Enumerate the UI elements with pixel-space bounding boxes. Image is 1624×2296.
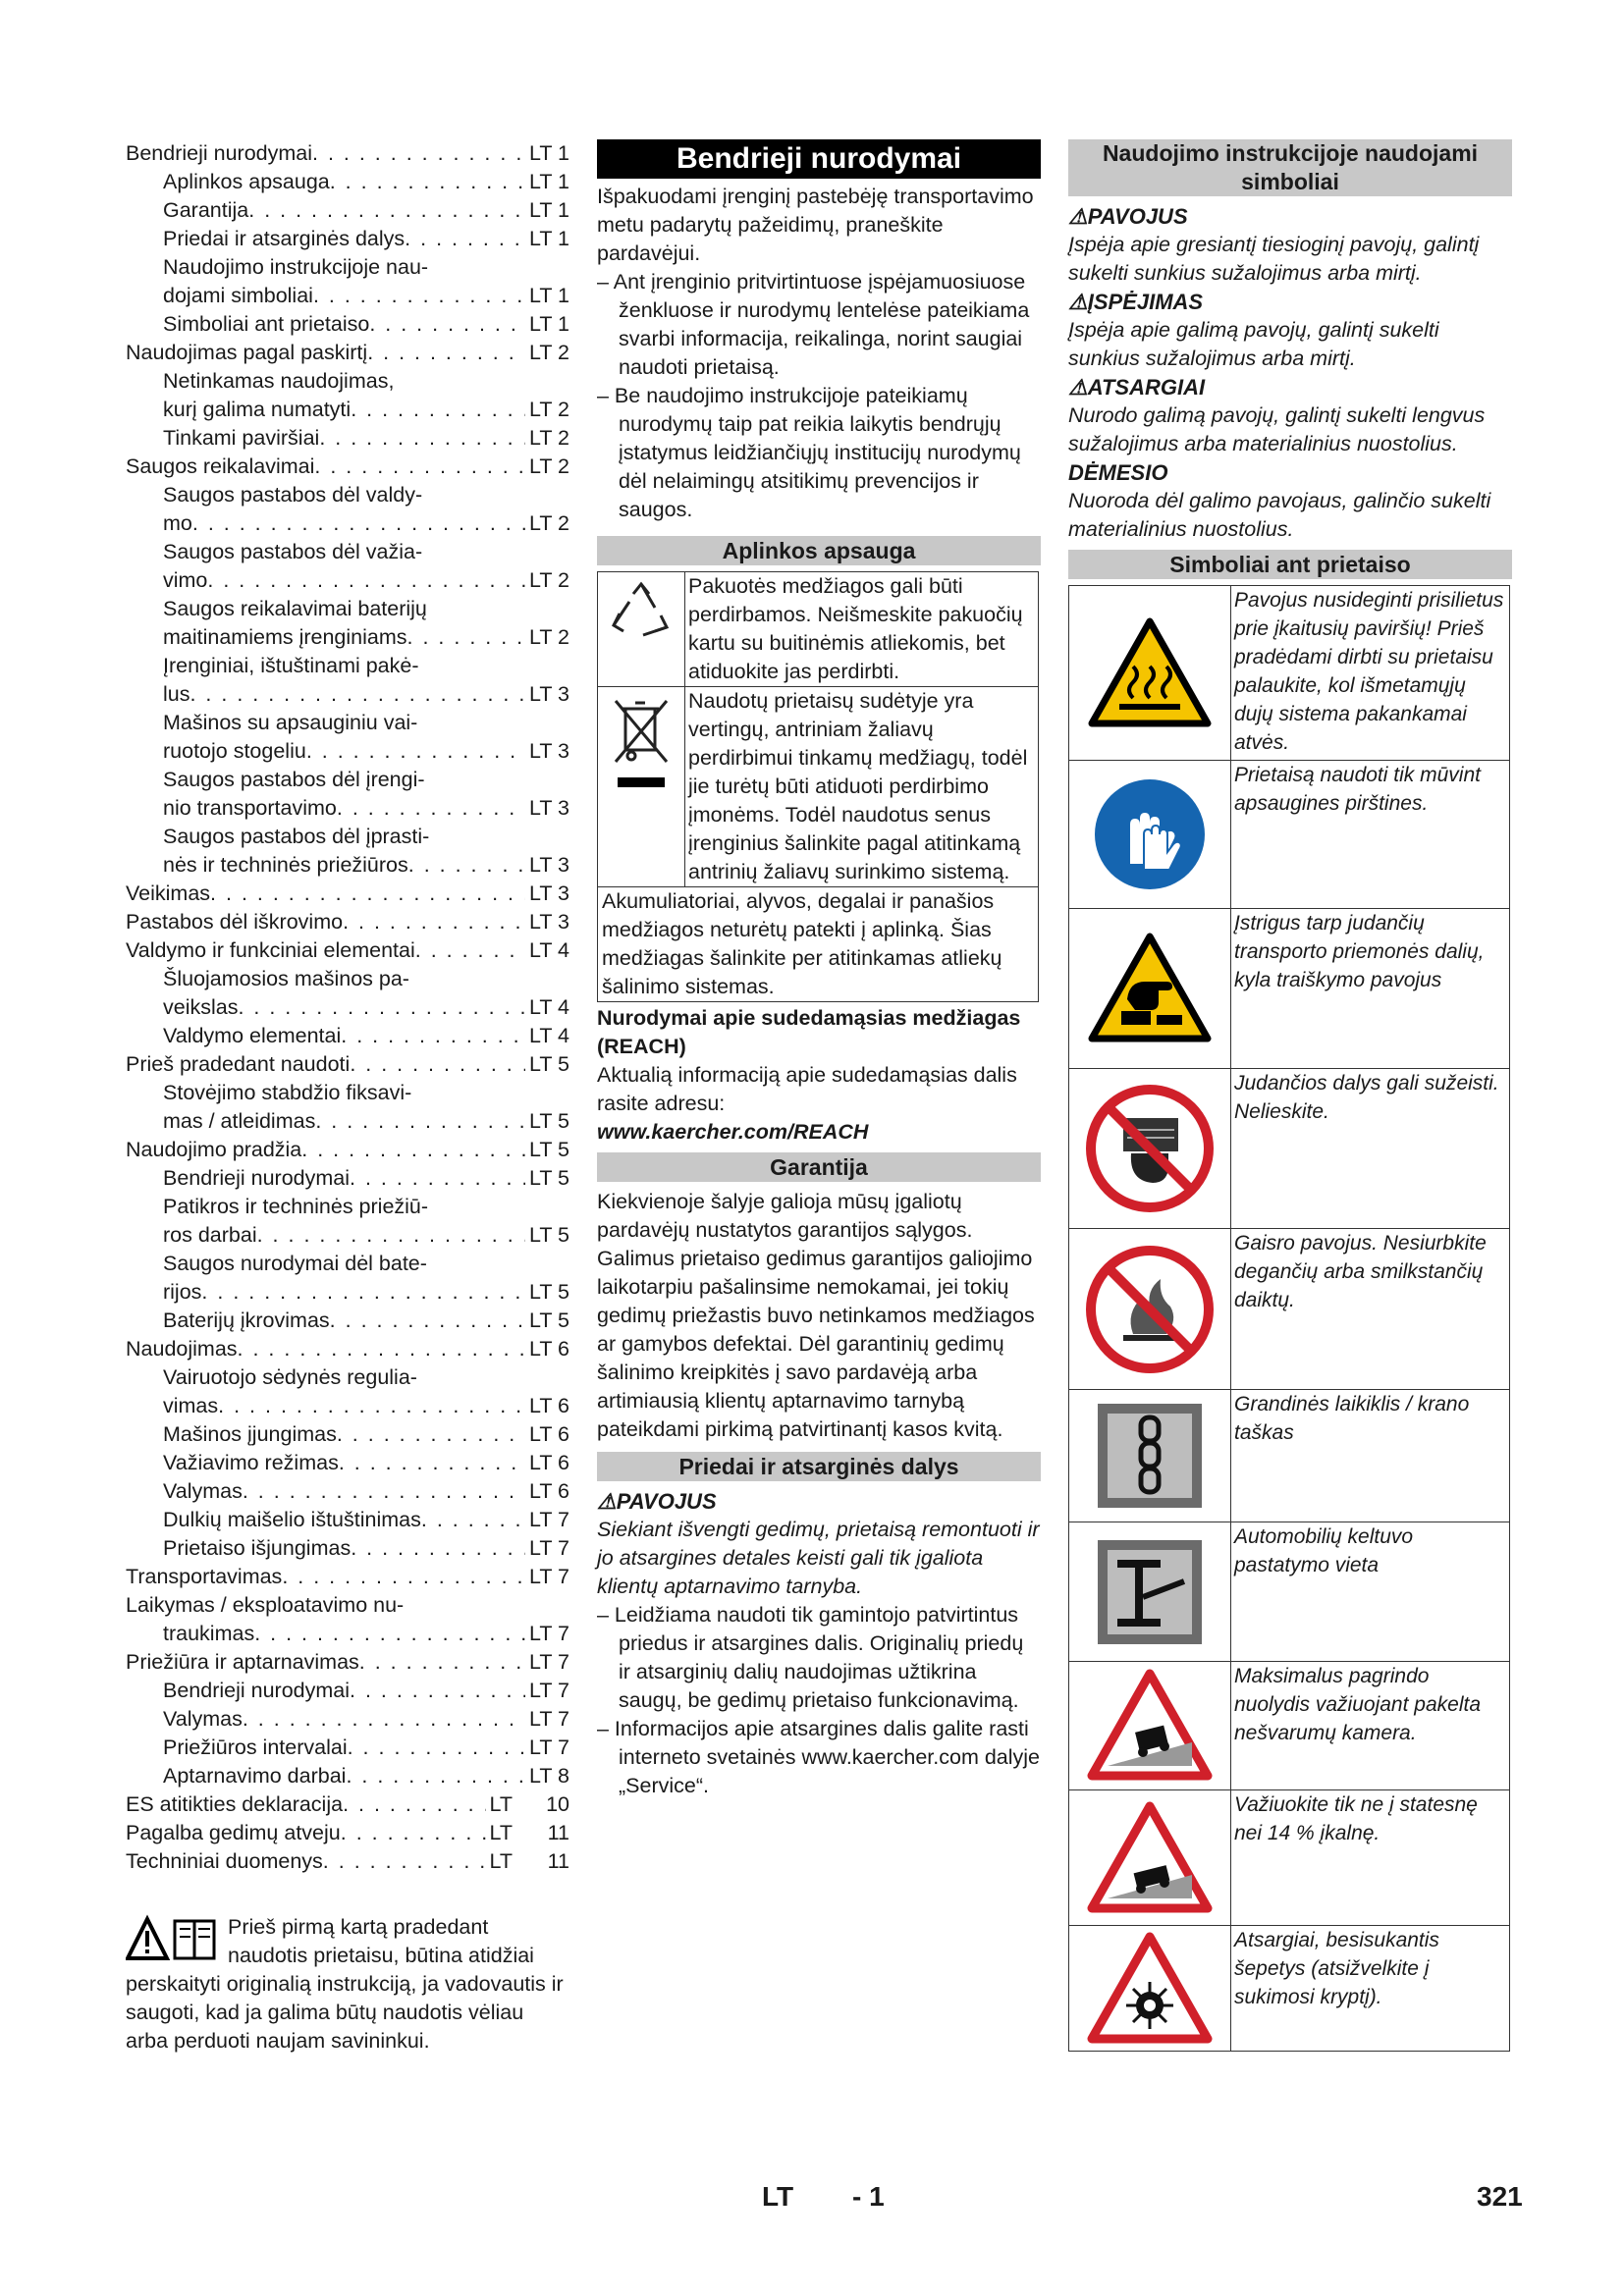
toc-leader-dots [351,1534,525,1563]
toc-entry-title: dojami simboliai [163,284,313,307]
toc-entry[interactable] [126,737,569,766]
toc-entry-title: Valdymo elementai [163,1024,342,1047]
toc-entry-title: kurį galima numatyti [163,398,352,421]
toc-entry[interactable] [126,1164,569,1193]
toc-entry-title: Važiavimo režimas [163,1451,339,1474]
toc-entry-page: LT 1 [528,312,569,336]
intro-text: Išpakuodami įrenginį pastebėję transportavimo metu padarytų pažeidimų, praneškite pardavėjui. [597,185,1034,265]
toc-entry[interactable] [126,139,569,168]
toc-entry-title: Aptarnavimo darbai [163,1764,347,1788]
gloves-icon [1091,775,1209,893]
toc-leader-dots [243,1477,525,1506]
environment-row [598,572,1038,687]
toc-leader-dots [350,1050,525,1079]
toc-leader-dots [254,1620,525,1648]
toc-leader-dots [341,1022,525,1050]
section-title-environment: Aplinkos apsauga [597,536,1041,565]
toc-entry-title: Baterijų įkrovimas [163,1308,330,1332]
toc-entry-page: LT 6 [528,1422,569,1446]
crossed-bin-icon [610,695,673,797]
symbol-text: Automobilių keltuvo pastatymo vieta [1234,1525,1414,1576]
toc-entry[interactable] [126,1107,569,1136]
toc-entry-page: LT 8 [528,1764,569,1788]
toc-entry-title: ruotojo stogeliu [163,739,306,763]
toc-entry-title: Vairuotojo sėdynės regulia- [163,1365,417,1389]
toc-entry[interactable] [126,595,569,623]
toc-leader-dots [238,1335,525,1363]
toc-leader-dots [313,282,525,310]
toc-entry[interactable] [126,1250,569,1278]
toc-entry-title: Saugos pastabos dėl valdy- [163,483,423,507]
toc-entry-page: LT 3 [528,910,569,934]
warning-level-text: Nurodo galimą pavojų, galintį sukelti lengvus sužalojimus arba materialinius nuostolius. [1068,403,1486,455]
toc-entry-page-number: 10 [546,1792,569,1816]
symbol-row [1069,761,1509,909]
toc-entry-title: Prieš pradedant naudoti [126,1052,351,1076]
toc-leader-dots [189,680,524,709]
toc-leader-dots [337,1420,525,1449]
toc-column [126,139,569,2056]
toc-leader-dots [343,908,525,936]
toc-entry-title: Bendrieji nurodymai [126,141,313,165]
toc-entry[interactable] [126,851,569,880]
toc-entry-title: vimas [163,1394,219,1417]
toc-entry[interactable] [126,1420,569,1449]
symbol-text: Važiuokite tik ne į statesnę nei 14 % įkalnę. [1234,1793,1478,1844]
jack-point-icon [1096,1538,1204,1646]
toc-leader-dots [343,1790,485,1819]
toc-entry[interactable] [126,1363,569,1392]
toc-entry-title: Transportavimas [126,1565,283,1588]
toc-entry-title: Naudojimo pradžia [126,1138,302,1161]
symbol-text: Judančios dalys gali sužeisti. Nelieskite. [1234,1072,1499,1123]
toc-entry-page: LT 5 [528,1223,569,1247]
toc-entry-title: Naudojimo instrukcijoje nau- [163,255,429,279]
read-manual-note [126,1913,569,2056]
toc-entry-page: LT 5 [528,1138,569,1161]
toc-leader-dots [341,1819,486,1847]
toc-entry-title: Saugos reikalavimai [126,454,315,478]
environment-row [598,887,1038,1001]
toc-leader-dots [218,1392,525,1420]
toc-entry-title: Pastabos dėl iškrovimo [126,910,344,934]
warning-triangle-icon: ⚠ [1068,375,1088,400]
toc-entry-title: Priežiūros intervalai [163,1735,348,1759]
toc-entry-title: mo [163,511,192,535]
toc-entry-title: Šluojamosios mašinos pa- [163,967,409,990]
toc-entry[interactable] [126,339,569,367]
section-title-parts: Priedai ir atsarginės dalys [597,1452,1041,1481]
toc-leader-dots [359,1648,525,1677]
toc-entry-page: LT 4 [528,1024,569,1047]
toc-entry-title: Patikros ir techninės priežiū- [163,1195,429,1218]
toc-leader-dots [306,737,525,766]
toc-entry-page: LT [489,1821,513,1844]
toc-entry-page: LT 5 [528,1052,569,1076]
device-symbols-table [1068,585,1510,2052]
symbol-text: Maksimalus pagrindo nuolydis važiuojant pakelta nešvarumų kamera. [1234,1665,1481,1744]
toc-entry-title: Tinkami paviršiai [163,426,320,450]
toc-entry-page: LT 6 [528,1451,569,1474]
warning-level-label: ⚠ĮSPĖJIMAS [1068,290,1204,314]
symbol-row [1069,1069,1509,1229]
toc-entry[interactable] [126,1847,569,1876]
toc-leader-dots [421,1506,525,1534]
toc-leader-dots [201,1278,525,1307]
warning-level-label: DĖMESIO [1068,460,1168,485]
toc-entry[interactable] [126,367,569,396]
environment-text: Naudotų prietaisų sudėtyje yra vertingų, antriniam žaliavų perdirbimui tinkamų medžiagų, todėl jie turėtų būti atiduoti perdirbimo įmonėms. Todėl naudotus senus įrenginius šalinkite pagal atitinkamą antrinių žaliavų surinkimo sistemą. [688,689,1028,883]
toc-leader-dots [248,196,525,225]
reach-text: Aktualią informaciją apie sudedamąsias dalis rasite adresu: [597,1063,1017,1115]
toc-leader-dots [207,566,525,595]
symbol-row [1069,1390,1509,1522]
toc-entry[interactable] [126,1506,569,1534]
toc-entry[interactable] [126,566,569,595]
toc-entry-page: LT 2 [528,341,569,364]
toc-entry-page: LT 7 [528,1650,569,1674]
toc-entry[interactable] [126,1819,569,1847]
toc-entry-title: Priedai ir atsarginės dalys [163,227,406,250]
toc-leader-dots [337,794,525,823]
toc-entry-page: LT 1 [528,170,569,193]
symbol-row [1069,1229,1509,1390]
toc-leader-dots [350,1677,525,1705]
environment-text: Akumuliatoriai, alyvos, degalai ir panašios medžiagos neturėtų patekti į aplinką. Šias medžiagas šalinkite per atitinkamas atliekų šalinimo sistemas. [602,889,1002,998]
toc-entry-page: LT 7 [528,1679,569,1702]
chain-hook-icon [1096,1402,1204,1510]
toc-leader-dots [238,993,524,1022]
toc-entry-page: LT 5 [528,1166,569,1190]
toc-entry[interactable] [126,1392,569,1420]
toc-entry-title: Priežiūra ir aptarnavimas [126,1650,359,1674]
toc-entry-title: rijos [163,1280,202,1304]
warning-levels [1068,202,1512,544]
symbol-row [1069,909,1509,1069]
toc-entry-page: LT 5 [528,1280,569,1304]
section-title-symbols-manual: Naudojimo instrukcijoje naudojami simboliai [1068,139,1512,196]
toc-entry[interactable] [126,424,569,453]
warning-level-text: Įspėja apie gresiantį tiesioginį pavojų, galintį sukelti sunkius sužalojimus arba mirtį. [1068,233,1480,285]
toc-leader-dots [319,424,525,453]
toc-entry-page: LT [489,1849,513,1873]
toc-entry-title: Mašinos įjungimas [163,1422,337,1446]
bullet-item: – Ant įrenginio pritvirtintuose įspėjamuosiuose ženkluose ir nurodymų lentelėse pateikiama svarbi informacija, reikalinga, norint saugiai naudoti prietaisą. [597,270,1030,379]
warning-triangle-icon: ⚠ [1068,204,1088,229]
toc-entry-title: Saugos pastabos dėl važia- [163,540,423,563]
toc-entry-page: LT 7 [528,1508,569,1531]
warranty-text: Kiekvienoje šalyje galioja mūsų įgaliotų pardavėjų nustatytos garantijos sąlygos. Galimus prietaiso gedimus garantijos galiojimo laikotarpiu pašalinsime nemokamai, jei tokių gedimų priežastis buvo netinkamos medžiagos ar gamybos defektai. Dėl garantinių gedimų šalinimo kreipkitės į savo pardavėją arba artimiausią klientų aptarnavimo tarnybą pateikdami pirkimą patvirtinantį kasos kvitą. [597,1190,1035,1441]
toc-entry-title: Saugos pastabos dėl įrengi- [163,768,425,791]
symbol-row [1069,1926,1509,2051]
toc-entry-page: LT 6 [528,1394,569,1417]
toc-entry-title: Saugos reikalavimai baterijų [163,597,427,620]
recycle-icon [610,580,673,643]
toc-entry-title: Veikimas [126,881,211,905]
toc-leader-dots [192,509,525,538]
toc-entry-page: LT 2 [528,454,569,478]
toc-entry-title: Pagalba gedimų atveju [126,1821,341,1844]
toc-entry[interactable] [126,1307,569,1335]
toc-leader-dots [243,1705,525,1734]
toc-entry-page: LT 2 [528,568,569,592]
toc-leader-dots [301,1136,525,1164]
reach-title: Nurodymai apie sudedamąsias medžiagas (REACH) [597,1006,1021,1058]
toc-leader-dots [407,623,525,652]
toc-entry-page: LT 7 [528,1707,569,1731]
toc-entry-title: Aplinkos apsauga [163,170,330,193]
toc-entry-page: LT 2 [528,625,569,649]
toc-entry-title: Laikymas / eksploatavimo nu- [126,1593,405,1617]
toc-entry[interactable] [126,538,569,566]
environment-text: Pakuotės medžiagos gali būti perdirbamos. Neišmeskite pakuočių kartu su buitinėmis atliekomis, bet atiduokite jas perdirbti. [688,574,1023,683]
toc-entry[interactable] [126,1534,569,1563]
note-text: Prieš pirmą kartą pradedant naudotis prietaisu, būtina atidžiai perskaityti originalią instrukciją, ja vadovautis ir saugoti, kad ja galima būtų naudotis vėliau arba perduoti naujam savininkui. [126,1915,564,2053]
toc-entry-page: LT 1 [528,141,569,165]
toc-leader-dots [367,339,525,367]
toc-leader-dots [257,1221,525,1250]
slope-14-icon [1086,1800,1214,1916]
toc-entry[interactable] [126,1022,569,1050]
symbol-text: Prietaisą naudoti tik mūvint apsaugines pirštines. [1234,764,1481,815]
toc-entry[interactable] [126,1762,569,1790]
toc-leader-dots [405,225,525,253]
section-title-warranty: Garantija [597,1152,1041,1182]
toc-entry-page: LT 3 [528,682,569,706]
toc-entry-page: LT 7 [528,1565,569,1588]
toc-entry-page: LT 4 [528,938,569,962]
parts-warning-text: Siekiant išvengti gedimų, prietaisą remontuoti ir jo atsargines detales keisti gali tik įgaliota klientų aptarnavimo tarnyba. [597,1518,1040,1598]
toc-entry-page: LT 2 [528,511,569,535]
toc-entry-page: LT 1 [528,198,569,222]
toc-entry[interactable] [126,1620,569,1648]
toc-entry-title: Simboliai ant prietaiso [163,312,370,336]
toc-entry-page: LT 2 [528,426,569,450]
toc-entry[interactable] [126,1477,569,1506]
toc-leader-dots [369,310,525,339]
toc-entry-title: traukimas [163,1622,255,1645]
toc-entry[interactable] [126,396,569,424]
toc-entry-page: LT 3 [528,881,569,905]
toc-entry[interactable] [126,936,569,965]
toc-entry-title: Dulkių maišelio ištuštinimas [163,1508,421,1531]
toc-entry[interactable] [126,1193,569,1221]
toc-leader-dots [315,1107,525,1136]
footer-page-local: - 1 [852,2181,885,2212]
toc-entry-page: LT 5 [528,1308,569,1332]
toc-entry-title: Naudojimas [126,1337,238,1361]
footer-language: LT [762,2181,794,2212]
symbol-text: Atsargiai, besisukantis šepetys (atsižvelkite į sukimosi kryptį). [1234,1929,1439,2008]
toc-entry[interactable] [126,253,569,282]
toc-entry-page-number: 11 [547,1821,569,1844]
symbol-text: Pavojus nusideginti prisilietus prie įkaitusių paviršių! Prieš pradėdami dirbti su prietaisu palaukite, kol išmetamųjų dujų sistema pakankamai atvės. [1234,589,1504,754]
toc-entry-title: mas / atleidimas [163,1109,316,1133]
toc-leader-dots [330,1307,525,1335]
toc-entry[interactable] [126,481,569,509]
section-title-general: Bendrieji nurodymai [597,139,1041,179]
bullet-item: – Informacijos apie atsargines dalis galite rasti interneto svetainės www.kaercher.com dalyje „Service“. [597,1717,1041,1797]
toc-leader-dots [323,1847,486,1876]
toc-entry[interactable] [126,1591,569,1620]
toc-leader-dots [351,396,525,424]
toc-entry[interactable] [126,1079,569,1107]
warning-level-label: ⚠PAVOJUS [1068,204,1188,229]
toc-entry-page: LT 1 [528,227,569,250]
toc-leader-dots [350,1164,525,1193]
toc-entry-title: Garantija [163,198,249,222]
environment-table [597,571,1039,1002]
toc-entry-title: lus [163,682,190,706]
toc-leader-dots [408,851,525,880]
toc-entry[interactable] [126,1677,569,1705]
no-touch-moving-parts-icon [1084,1083,1216,1214]
toc-entry[interactable] [126,1449,569,1477]
symbol-row [1069,586,1509,761]
toc-entry-page: LT 3 [528,796,569,820]
toc-entry[interactable] [126,1050,569,1079]
no-burning-items-icon [1084,1244,1216,1375]
toc-entry[interactable] [126,225,569,253]
toc-entry-title: maitinamiems įrenginiams [163,625,407,649]
symbol-text: Grandinės laikiklis / krano taškas [1234,1393,1470,1444]
hot-surface-icon [1086,615,1214,731]
symbol-text: Gaisro pavojus. Nesiurbkite degančių arba smilkstančių daiktų. [1234,1232,1487,1311]
warning-triangle-icon: ⚠ [597,1489,617,1514]
toc-entry[interactable] [126,965,569,993]
toc-entry[interactable] [126,509,569,538]
toc-entry[interactable] [126,1335,569,1363]
toc-entry[interactable] [126,993,569,1022]
toc-entry-title: Saugos nurodymai dėl bate- [163,1252,427,1275]
toc-entry[interactable] [126,1278,569,1307]
toc-entry[interactable] [126,1790,569,1819]
symbols-column [1068,139,1512,2052]
warning-level-text: Nuoroda dėl galimo pavojaus, galinčio sukelti materialinius nuostolius. [1068,489,1491,541]
toc-entry-title: Stovėjimo stabdžio fiksavi- [163,1081,412,1104]
toc-entry-title: nio transportavimo [163,796,337,820]
toc-entry[interactable] [126,453,569,481]
environment-row [598,687,1038,887]
toc-entry-page: LT 7 [528,1735,569,1759]
warning-triangle-icon: ⚠ [1068,290,1088,314]
toc-entry-title: Bendrieji nurodymai [163,1166,351,1190]
symbol-row [1069,1522,1509,1662]
toc-entry-page: LT 7 [528,1536,569,1560]
toc-entry-title: ros darbai [163,1223,257,1247]
toc-entry-page: LT 7 [528,1622,569,1645]
toc-entry[interactable] [126,1648,569,1677]
toc-entry[interactable] [126,794,569,823]
toc-entry-page: LT 3 [528,739,569,763]
toc-entry-title: Įrenginiai, ištuštinami pakė- [163,654,419,677]
toc-entry-page: LT 6 [528,1337,569,1361]
toc-leader-dots [330,168,525,196]
bullet-item: – Leidžiama naudoti tik gamintojo patvirtintus priedus ir atsargines dalis. Originalių priedų ir atsarginių dalių naudojimas užtikrina saugų, be gedimų prietaiso funkcionavimą. [597,1603,1024,1712]
toc-entry[interactable] [126,168,569,196]
toc-entry[interactable] [126,623,569,652]
toc-entry[interactable] [126,1734,569,1762]
crush-hand-icon [1086,931,1214,1046]
toc-entry-page: LT [489,1792,513,1816]
toc-entry[interactable] [126,766,569,794]
toc-entry-title: nės ir techninės priežiūros [163,853,408,877]
toc-entry-title: Valdymo ir funkciniai elementai [126,938,415,962]
parts-warning-label: ⚠PAVOJUS [597,1489,717,1514]
toc-leader-dots [210,880,525,908]
toc-entry-title: Naudojimas pagal paskirtį [126,341,368,364]
toc-entry-page: LT 3 [528,853,569,877]
toc-entry-title: veikslas [163,995,239,1019]
table-of-contents [126,139,569,1876]
symbol-row [1069,1662,1509,1790]
symbol-text: Įstrigus tarp judančių transporto priemonės dalių, kyla traiškymo pavojus [1234,912,1485,991]
toc-entry-page: LT 4 [528,995,569,1019]
toc-entry[interactable] [126,1563,569,1591]
footer-page-number: 321 [1477,2181,1523,2212]
warning-level-text: Įspėja apie galimą pavojų, galintį sukelti sunkius sužalojimus arba mirtį. [1068,318,1439,370]
toc-leader-dots [346,1762,525,1790]
toc-entry-title: Valymas [163,1479,243,1503]
toc-entry[interactable] [126,823,569,851]
toc-entry[interactable] [126,282,569,310]
toc-entry-page: LT 5 [528,1109,569,1133]
general-column [597,139,1041,1800]
toc-entry[interactable] [126,1705,569,1734]
slope-raised-icon [1086,1668,1214,1784]
toc-leader-dots [339,1449,525,1477]
toc-entry[interactable] [126,1136,569,1164]
toc-leader-dots [348,1734,525,1762]
toc-entry-title: Saugos pastabos dėl įprasti- [163,825,430,848]
toc-entry-page-number: 11 [547,1849,569,1873]
toc-entry[interactable] [126,709,569,737]
bullet-item: – Be naudojimo instrukcijoje pateikiamų nurodymų taip pat reikia laikytis bendrųjų įstatymus leidžiančiųjų institucijų nurodymų dėl nelaimingų atsitikimų prevencijos ir saugos. [597,384,1021,521]
toc-entry-title: Prietaiso išjungimas [163,1536,352,1560]
section-title-symbols-device: Simboliai ant prietaiso [1068,550,1512,579]
toc-leader-dots [314,453,525,481]
toc-leader-dots [312,139,525,168]
toc-entry[interactable] [126,680,569,709]
toc-entry-title: ES atitikties deklaracija [126,1792,344,1816]
toc-entry-title: vimo [163,568,208,592]
toc-entry-title: Techniniai duomenys [126,1849,323,1873]
toc-entry-page: LT 1 [528,284,569,307]
toc-entry[interactable] [126,880,569,908]
toc-entry-page: LT 6 [528,1479,569,1503]
warning-manual-icon [126,1913,220,1966]
toc-entry[interactable] [126,908,569,936]
toc-entry[interactable] [126,652,569,680]
toc-entry[interactable] [126,196,569,225]
toc-entry[interactable] [126,1221,569,1250]
symbol-row [1069,1790,1509,1926]
toc-entry-title: Netinkamas naudojimas, [163,369,395,393]
toc-leader-dots [415,936,525,965]
toc-entry[interactable] [126,310,569,339]
warning-level-label: ⚠ATSARGIAI [1068,375,1206,400]
toc-entry-title: Valymas [163,1707,243,1731]
toc-entry-title: Mašinos su apsauginiu vai- [163,711,418,734]
toc-entry-title: Bendrieji nurodymai [163,1679,351,1702]
toc-leader-dots [282,1563,525,1591]
rotating-brush-icon [1086,1931,1214,2047]
reach-link[interactable]: www.kaercher.com/REACH [597,1120,869,1144]
toc-entry-page: LT 2 [528,398,569,421]
